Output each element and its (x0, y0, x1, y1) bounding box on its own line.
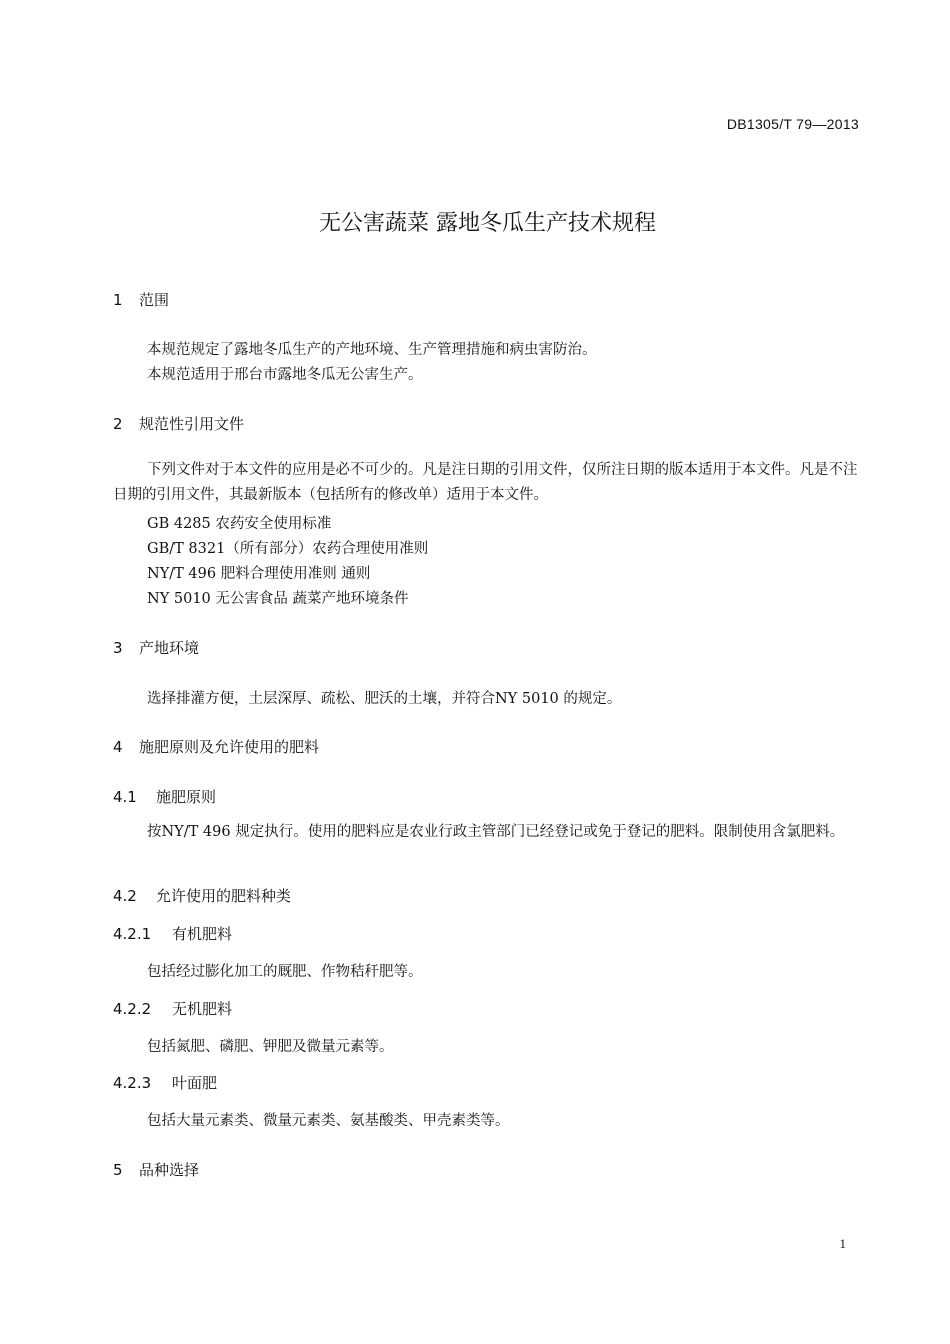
references-intro-paragraph: 下列文件对于本文件的应用是必不可少的。凡是注日期的引用文件，仅所注日期的版本适用于本文件。凡是不注日期的引用文件，其最新版本（包括所有的修改单）适用于本文件。 (113, 462, 858, 503)
standard-code: DB1305/T 79—2013 (726, 116, 859, 132)
section-number: 4.1 (113, 788, 137, 806)
section-number: 5 (113, 1161, 123, 1179)
section-title: 产地环境 (139, 639, 200, 657)
section-heading-5 (113, 1159, 199, 1180)
reference-item: GB/T 8321（所有部分）农药合理使用准则 (147, 541, 429, 557)
section-title: 品种选择 (139, 1161, 200, 1179)
section-number: 4.2 (113, 887, 137, 905)
inorganic-fertilizer-paragraph: 包括氮肥、磷肥、钾肥及微量元素等。 (147, 1039, 394, 1055)
section-heading-4 (113, 736, 319, 757)
section-number: 4.2.2 (113, 1000, 152, 1018)
section-heading-3 (113, 637, 199, 658)
reference-item: GB 4285 农药安全使用标准 (147, 516, 332, 532)
section-heading-4-2-1 (113, 923, 232, 944)
section-title: 有机肥料 (172, 925, 233, 943)
section-number: 3 (113, 639, 123, 657)
section-heading-2 (113, 413, 244, 434)
section-heading-1 (113, 289, 169, 310)
section-title: 规范性引用文件 (139, 415, 245, 433)
foliar-fertilizer-paragraph: 包括大量元素类、微量元素类、氨基酸类、甲壳素类等。 (147, 1113, 510, 1129)
section-title: 施肥原则 (156, 788, 217, 806)
section-heading-4-2-2 (113, 998, 232, 1019)
section-heading-4-2 (113, 885, 291, 906)
scope-paragraph-2: 本规范适用于邢台市露地冬瓜无公害生产。 (147, 367, 423, 383)
reference-item: NY 5010 无公害食品 蔬菜产地环境条件 (147, 591, 409, 607)
section-number: 1 (113, 291, 123, 309)
document-title: 无公害蔬菜 露地冬瓜生产技术规程 (319, 211, 656, 236)
section-heading-4-1 (113, 786, 216, 807)
section-title: 允许使用的肥料种类 (156, 887, 292, 905)
section-number: 4 (113, 738, 123, 756)
organic-fertilizer-paragraph: 包括经过膨化加工的厩肥、作物秸秆肥等。 (147, 964, 423, 980)
section-number: 4.2.3 (113, 1074, 152, 1092)
section-title: 叶面肥 (172, 1074, 218, 1092)
section-number: 2 (113, 415, 123, 433)
section-title: 施肥原则及允许使用的肥料 (139, 738, 320, 756)
section-title: 范围 (139, 291, 170, 309)
environment-paragraph: 选择排灌方便，土层深厚、疏松、肥沃的土壤，并符合NY 5010 的规定。 (147, 691, 622, 707)
section-heading-4-2-3 (113, 1072, 217, 1093)
scope-paragraph-1: 本规范规定了露地冬瓜生产的产地环境、生产管理措施和病虫害防治。 (147, 342, 597, 358)
page-number: 1 (839, 1236, 846, 1251)
fertilization-principle-paragraph: 按NY/T 496 规定执行。使用的肥料应是农业行政主管部门已经登记或免于登记的肥料。限制使用含氯肥料。 (147, 824, 845, 840)
reference-item: NY/T 496 肥料合理使用准则 通则 (147, 566, 371, 582)
section-title: 无机肥料 (172, 1000, 233, 1018)
section-number: 4.2.1 (113, 925, 152, 943)
